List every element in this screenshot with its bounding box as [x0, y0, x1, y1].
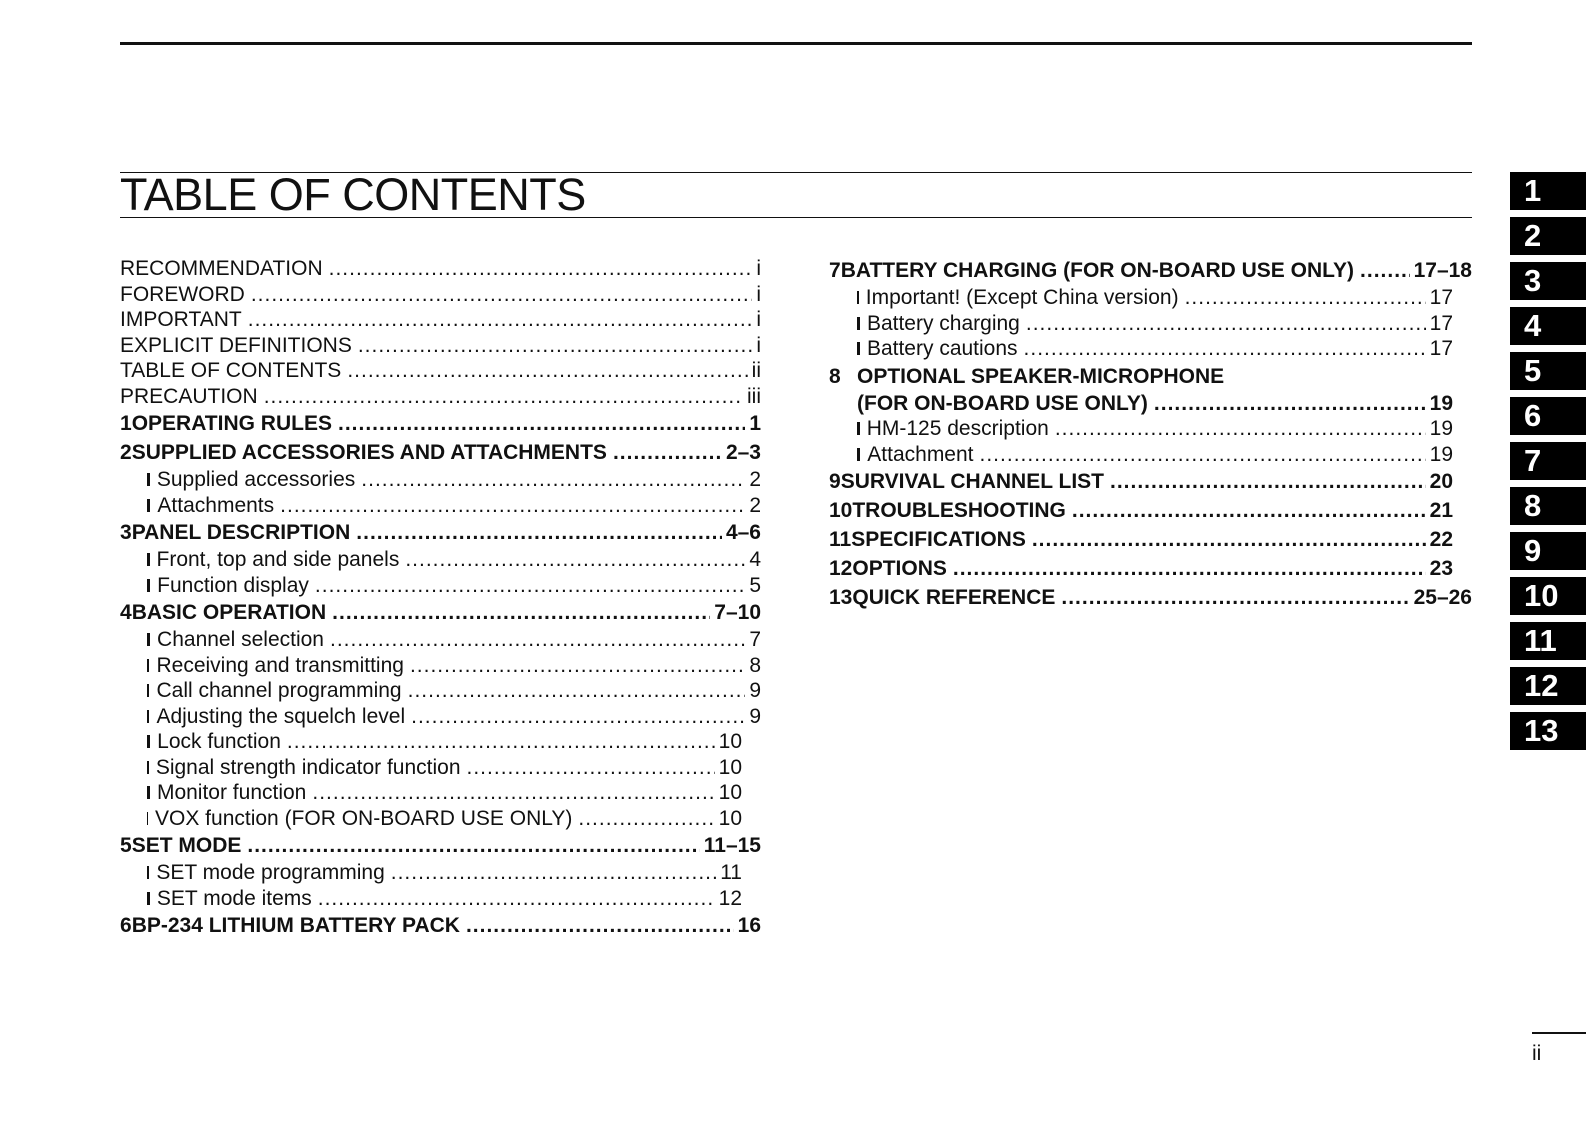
toc-subentry[interactable]: [120, 806, 761, 832]
square-bullet-icon: [147, 866, 149, 879]
chapter-title: OPERATING RULES: [131, 412, 332, 435]
title-band: [120, 169, 1472, 220]
chapter-tab-6[interactable]: 6: [1510, 397, 1586, 435]
chapter-number: 2: [120, 441, 132, 464]
chapter-number: 9: [829, 470, 841, 493]
chapter-title: BP-234 LITHIUM BATTERY PACK: [131, 914, 460, 937]
toc-subentry[interactable]: [120, 860, 761, 886]
square-bullet-icon: [857, 291, 859, 304]
square-bullet-icon: [147, 786, 150, 799]
subentry-label: Battery cautions: [866, 337, 1018, 360]
toc-entry[interactable]: [120, 358, 761, 384]
subentry-label: SET mode items: [156, 886, 312, 910]
entry-page: i: [756, 282, 761, 306]
square-bullet-icon: [147, 579, 150, 592]
chapter-number: 8: [829, 364, 841, 388]
chapter-page: 4–6: [725, 521, 761, 544]
subentry-page: 19: [1429, 442, 1453, 466]
toc-subentry[interactable]: [120, 729, 761, 755]
subentry-label: Call channel programming: [156, 679, 402, 702]
toc-entry[interactable]: [120, 282, 761, 308]
page-number: ii: [1532, 1042, 1542, 1065]
subentry-page: 12: [718, 886, 742, 910]
toc-chapter-5[interactable]: [120, 831, 761, 860]
chapter-tab-1[interactable]: 1: [1510, 172, 1586, 210]
subentry-label: VOX function (FOR ON-BOARD USE ONLY): [155, 806, 573, 830]
subentry-page: 19: [1429, 417, 1453, 440]
chapter-number: 5: [120, 834, 132, 857]
subentry-label: Signal strength indicator function: [155, 755, 461, 779]
entry-page: ii: [751, 359, 761, 382]
subentry-page: 7: [749, 628, 761, 651]
toc-subentry[interactable]: [120, 547, 761, 573]
toc-chapter-11[interactable]: [829, 525, 1472, 554]
toc-subentry[interactable]: [120, 493, 761, 519]
square-bullet-icon: [147, 659, 149, 672]
chapter-page: 23: [1429, 557, 1453, 580]
chapter-title: TROUBLESHOOTING: [852, 499, 1066, 522]
page-title: TABLE OF CONTENTS: [120, 169, 586, 220]
subentry-label: Lock function: [157, 730, 281, 753]
toc-subentry[interactable]: [829, 416, 1472, 442]
square-bullet-icon: [147, 553, 150, 566]
subentry-page: 10: [718, 755, 742, 779]
toc-chapter-10[interactable]: [829, 496, 1472, 525]
chapter-page: 22: [1429, 528, 1453, 551]
toc-subentry[interactable]: [120, 467, 761, 493]
toc-subentry[interactable]: [120, 886, 761, 912]
toc-chapter-3[interactable]: [120, 518, 761, 547]
subentry-page: 2: [749, 493, 761, 517]
subentry-label: HM-125 description: [866, 417, 1049, 440]
toc-chapter-6[interactable]: [120, 911, 761, 940]
subentry-label: Battery charging: [866, 311, 1020, 335]
chapter-page: 1: [749, 412, 761, 435]
top-rule: [120, 42, 1472, 45]
square-bullet-icon: [147, 499, 150, 512]
square-bullet-icon: [147, 812, 148, 825]
subentry-page: 11: [720, 861, 742, 884]
chapter-page: 20: [1429, 470, 1453, 493]
subentry-label: SET mode programming: [156, 861, 385, 884]
entry-label: TABLE OF CONTENTS: [120, 359, 342, 382]
chapter-title: BATTERY CHARGING (FOR ON-BOARD USE ONLY): [840, 259, 1355, 282]
chapter-page: 11–15: [703, 834, 761, 857]
entry-label: RECOMMENDATION: [120, 257, 323, 280]
chapter-page: 7–10: [714, 601, 761, 624]
chapter-number: 3: [120, 521, 132, 544]
toc-entry[interactable]: [120, 384, 761, 410]
subentry-page: 17: [1429, 311, 1453, 335]
subentry-page: 2: [749, 468, 761, 491]
toc-chapter-12[interactable]: [829, 554, 1472, 583]
square-bullet-icon: [857, 422, 860, 435]
toc-subentry[interactable]: [120, 755, 761, 781]
toc-entry[interactable]: [120, 333, 761, 359]
subentry-page: 8: [749, 653, 761, 677]
chapter-title: SURVIVAL CHANNEL LIST: [840, 470, 1104, 493]
subentry-page: 5: [749, 573, 761, 597]
subentry-label: Function display: [157, 573, 309, 597]
chapter-number: 10: [829, 499, 853, 522]
chapter-title: OPTIONS: [852, 557, 947, 580]
chapter-tab-12[interactable]: 12: [1510, 667, 1586, 705]
square-bullet-icon: [857, 317, 860, 330]
chapter-tab-3[interactable]: 3: [1510, 262, 1586, 300]
chapter-title: OPTIONAL SPEAKER-MICROPHONE: [857, 364, 1225, 388]
chapter-title: QUICK REFERENCE: [852, 586, 1056, 609]
subentry-page: 17: [1429, 286, 1453, 309]
toc-chapter-4[interactable]: [120, 598, 761, 627]
entry-label: PRECAUTION: [120, 384, 258, 408]
toc-subentry[interactable]: [120, 780, 761, 806]
square-bullet-icon: [147, 684, 149, 697]
toc-chapter-13[interactable]: [829, 583, 1472, 612]
subentry-page: 10: [718, 781, 742, 804]
square-bullet-icon: [857, 342, 860, 355]
square-bullet-icon: [147, 710, 149, 723]
toc-entry[interactable]: [120, 307, 761, 333]
chapter-number: 11: [829, 528, 852, 551]
subentry-label: Supplied accessories: [156, 468, 356, 491]
chapter-tab-11[interactable]: 11: [1510, 622, 1586, 660]
chapter-tab-9[interactable]: 9: [1510, 532, 1586, 570]
toc-subentry[interactable]: [829, 336, 1472, 362]
toc-left-column: [120, 256, 761, 940]
toc-chapter-7[interactable]: [829, 256, 1472, 285]
chapter-number: 7: [829, 259, 841, 282]
subentry-label: Adjusting the squelch level: [156, 704, 406, 728]
square-bullet-icon: [147, 473, 150, 486]
subentry-label: Front, top and side panels: [156, 548, 400, 571]
square-bullet-icon: [857, 448, 860, 461]
chapter-tab-8[interactable]: 8: [1510, 487, 1586, 525]
chapter-page: 16: [737, 914, 761, 937]
subentry-label: Channel selection: [157, 628, 324, 651]
chapter-title: BASIC OPERATION: [131, 601, 327, 624]
chapter-title-line2: (FOR ON-BOARD USE ONLY): [857, 391, 1148, 415]
chapter-tab-2[interactable]: 2: [1510, 217, 1586, 255]
chapter-page: 25–26: [1413, 586, 1472, 609]
entry-page: i: [756, 308, 761, 331]
subentry-label: Attachment: [867, 442, 974, 466]
page-number-rule: [1532, 1032, 1586, 1034]
square-bullet-icon: [147, 735, 150, 748]
chapter-page: 2–3: [725, 441, 761, 464]
entry-label: EXPLICIT DEFINITIONS: [120, 333, 352, 357]
toc-subentry[interactable]: [120, 653, 761, 679]
toc-subentry[interactable]: [120, 678, 761, 704]
chapter-page: 17–18: [1413, 259, 1472, 282]
toc-right-column: [829, 256, 1472, 612]
chapter-title: SPECIFICATIONS: [851, 528, 1026, 551]
chapter-page: 21: [1429, 499, 1453, 522]
entry-page: i: [756, 333, 761, 357]
chapter-title: SUPPLIED ACCESSORIES AND ATTACHMENTS: [131, 441, 607, 464]
chapter-tab-13[interactable]: 13: [1510, 712, 1586, 750]
chapter-tab-5[interactable]: 5: [1510, 352, 1586, 390]
chapter-tab-4[interactable]: 4: [1510, 307, 1586, 345]
toc-chapter-8[interactable]: [829, 362, 1472, 391]
subentry-page: 17: [1429, 337, 1453, 360]
chapter-page: 19: [1429, 391, 1453, 415]
chapter-title: SET MODE: [131, 834, 242, 857]
toc-chapter-8-continued[interactable]: [829, 391, 1472, 417]
entry-label: IMPORTANT: [120, 308, 242, 331]
toc-entry[interactable]: [120, 256, 761, 282]
square-bullet-icon: [147, 892, 150, 905]
subentry-page: 10: [718, 806, 742, 830]
toc-subentry[interactable]: [829, 442, 1472, 468]
toc-subentry[interactable]: [120, 573, 761, 599]
toc-chapter-9[interactable]: [829, 467, 1472, 496]
chapter-tab-10[interactable]: 10: [1510, 577, 1586, 615]
chapter-number: 4: [120, 601, 132, 624]
toc-subentry[interactable]: [120, 627, 761, 653]
square-bullet-icon: [147, 761, 149, 774]
entry-page: i: [756, 257, 761, 280]
chapter-tab-7[interactable]: 7: [1510, 442, 1586, 480]
subentry-label: Attachments: [157, 493, 275, 517]
chapter-title: PANEL DESCRIPTION: [131, 521, 351, 544]
entry-page: iii: [747, 384, 761, 408]
square-bullet-icon: [147, 633, 150, 646]
toc-chapter-2[interactable]: [120, 438, 761, 467]
subentry-label: Monitor function: [156, 781, 307, 804]
entry-label: FOREWORD: [120, 282, 245, 306]
toc-subentry[interactable]: [120, 704, 761, 730]
toc-chapter-1[interactable]: [120, 409, 761, 438]
toc-subentry[interactable]: [829, 311, 1472, 337]
subentry-label: Receiving and transmitting: [156, 653, 404, 677]
subentry-page: 4: [749, 548, 761, 571]
chapter-number: 1: [120, 412, 132, 435]
subentry-page: 9: [749, 679, 761, 702]
chapter-number: 6: [120, 914, 132, 937]
chapter-number: 12: [829, 557, 853, 580]
toc-subentry[interactable]: [829, 285, 1472, 311]
chapter-number: 13: [829, 586, 853, 609]
subentry-page: 9: [749, 704, 761, 728]
subentry-label: Important! (Except China version): [865, 286, 1179, 309]
subentry-page: 10: [718, 730, 742, 753]
